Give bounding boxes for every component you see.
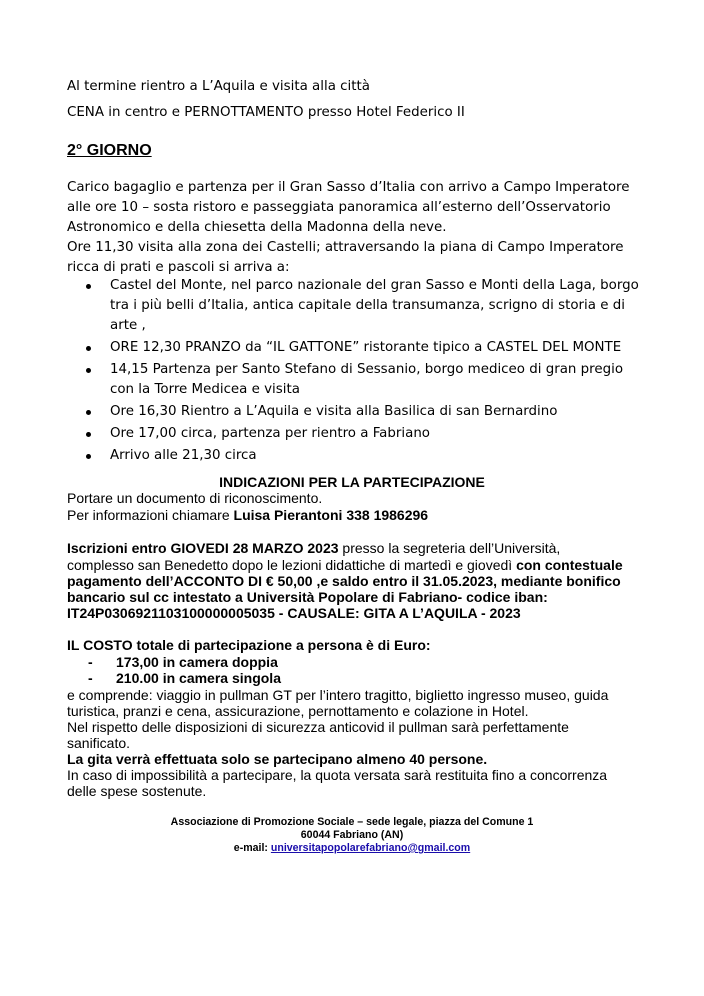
covid-note: sanificato. — [67, 735, 131, 751]
paragraph-line: Ore 11,30 visita alla zona dei Castelli; attraversando la piana di Campo Imperatore — [67, 240, 624, 255]
list-item — [86, 360, 646, 400]
footer-address: Associazione di Promozione Sociale – sede legale, piazza del Comune 1 — [170, 816, 534, 828]
day2-heading: 2° GIORNO — [67, 142, 152, 159]
dash-marker: - — [88, 654, 93, 670]
bullet-icon — [86, 432, 91, 437]
paragraph-line: alle ore 10 – sosta ristoro e passeggiata panoramica all’esterno dell’Osservatorio — [67, 200, 611, 215]
cost-item — [88, 654, 278, 670]
info-heading: INDICAZIONI PER LA PARTECIPAZIONE — [219, 474, 485, 490]
cost-item-text: 173,00 in camera doppia — [116, 654, 278, 670]
contact-line — [67, 507, 428, 523]
bullet-icon — [86, 454, 91, 459]
registration-text: con contestuale — [516, 557, 623, 573]
list-item — [86, 402, 646, 422]
footer — [100, 816, 604, 855]
email-label: e-mail: — [233, 842, 271, 854]
bullet-icon — [86, 410, 91, 415]
cost-item — [88, 670, 281, 686]
list-item — [86, 424, 646, 444]
bullet-icon — [86, 368, 91, 373]
email-link[interactable]: universitapopolarefabriano@gmail.com — [270, 842, 471, 854]
paragraph-line: ricca di prati e pascoli si arriva a: — [67, 260, 290, 275]
cost-item-text: 210.00 in camera singola — [116, 670, 281, 686]
itinerary-list — [86, 276, 646, 466]
dash-marker: - — [88, 670, 93, 686]
registration-line — [67, 557, 623, 573]
refund-note: delle spese sostenute. — [67, 783, 207, 799]
list-item-text: 14,15 Partenza per Santo Stefano di Sessanio, borgo mediceo di gran pregio — [110, 362, 624, 377]
list-item-text: ORE 12,30 PRANZO da “IL GATTONE” ristorante tipico a CASTEL DEL MONTE — [110, 340, 622, 355]
footer-city: 60044 Fabriano (AN) — [300, 829, 404, 841]
list-item — [86, 446, 646, 466]
registration-line: pagamento dell’ACCONTO DI € 50,00 ,e saldo entro il 31.05.2023, mediante bonifico — [67, 573, 621, 589]
list-item-text: Ore 16,30 Rientro a L’Aquila e visita alla Basilica di san Bernardino — [110, 404, 558, 419]
registration-text: complesso san Benedetto dopo le lezioni didattiche di martedì e giovedì — [67, 557, 517, 573]
contact-phone: Luisa Pierantoni 338 1986296 — [233, 507, 429, 523]
covid-note: Nel rispetto delle disposizioni di sicurezza anticovid il pullman sarà perfettamente — [67, 719, 569, 735]
cost-heading: IL COSTO totale di partecipazione a persona è di Euro: — [67, 637, 431, 653]
refund-note: In caso di impossibilità a partecipare, la quota versata sarà restituita fino a concorrenza — [67, 767, 608, 783]
bullet-icon — [86, 346, 91, 351]
list-item-text: Castel del Monte, nel parco nazionale del gran Sasso e Monti della Laga, borgo — [110, 278, 639, 293]
paragraph-line: Astronomico e della chiesetta della Madonna della neve. — [67, 220, 447, 235]
registration-line: bancario sul cc intestato a Università Popolare di Fabriano- codice iban: — [67, 589, 548, 605]
registration-deadline: Iscrizioni entro GIOVEDI 28 MARZO 2023 — [67, 540, 339, 556]
cost-description: turistica, pranzi e cena, assicurazione, pernottamento e colazione in Hotel. — [67, 703, 529, 719]
intro-line: CENA in centro e PERNOTTAMENTO presso Hotel Federico II — [67, 105, 465, 120]
list-item-text: Arrivo alle 21,30 circa — [110, 448, 257, 463]
list-item-text: con la Torre Medicea e visita — [110, 382, 300, 397]
list-item-text: arte , — [110, 318, 146, 333]
cost-description: e comprende: viaggio in pullman GT per l’intero tragitto, biglietto ingresso museo, guida — [67, 687, 609, 703]
paragraph-line: Carico bagaglio e partenza per il Gran Sasso d’Italia con arrivo a Campo Imperatore — [67, 180, 630, 195]
list-item — [86, 276, 646, 336]
bullet-icon — [86, 284, 91, 289]
list-item-text: tra i più belli d’Italia, antica capitale della transumanza, scrigno di storia e di — [110, 298, 625, 313]
list-item-text: Ore 17,00 circa, partenza per rientro a Fabriano — [110, 426, 431, 441]
iban-line: IT24P0306921103100000005035 - CAUSALE: GITA A L’AQUILA - 2023 — [67, 605, 521, 621]
footer-email — [100, 842, 604, 855]
list-item — [86, 338, 646, 358]
intro-line: Al termine rientro a L’Aquila e visita alla città — [67, 79, 370, 94]
minimum-participants: La gita verrà effettuata solo se partecipano almeno 40 persone. — [67, 751, 488, 767]
registration-line — [67, 540, 560, 556]
info-line: Portare un documento di riconoscimento. — [67, 490, 323, 506]
registration-text: presso la segreteria dell’Università, — [338, 540, 561, 556]
contact-prefix: Per informazioni chiamare — [67, 507, 234, 523]
